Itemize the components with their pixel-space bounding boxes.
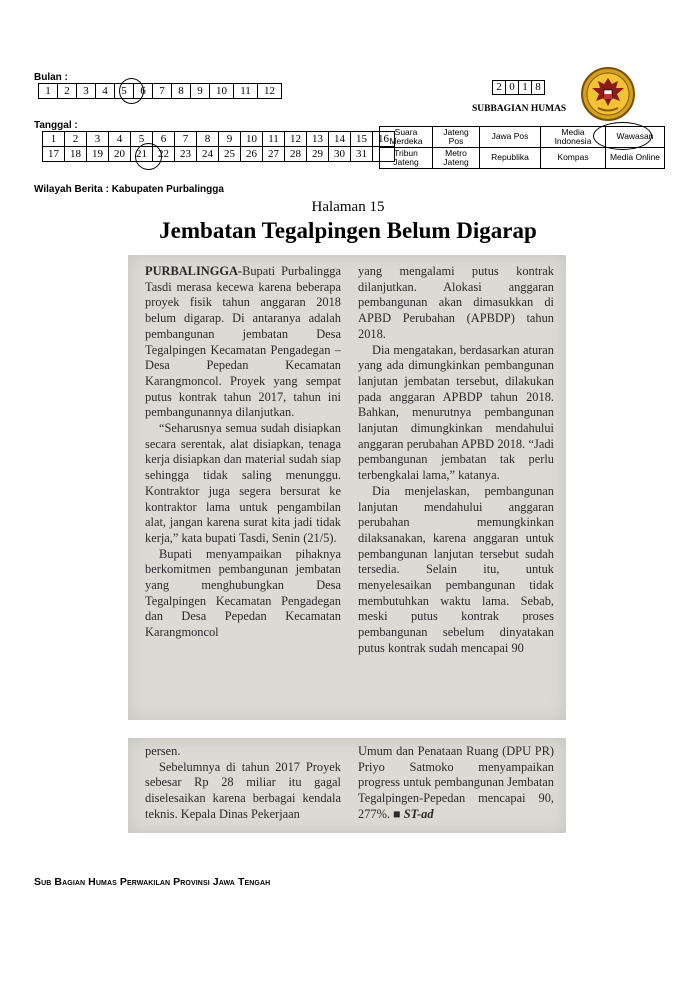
article-paragraph: Dia menjelaskan, pembangunan lanjutan mendahului anggaran perubahan memungkinkan dilaksanakan, karena anggaran untuk pembangunan lanjutan tersebut sudah tersedia. Selain itu, untuk menyelesaikan pembangunan tidak membutuhkan waktu lama. Sebab, meski putus kontrak proses pembangunan sebelum dinyatakan putus kontrak sudah mencapai 90 [358,483,554,655]
month-cell: 6 [134,84,153,99]
day-cell: 23 [175,147,197,162]
article-paragraph: Dia mengatakan, berdasarkan aturan yang ada dimungkinkan pembangunan lanjutan jembatan tersebut, dilakukan pada anggaran APBDP tahun 2018. Bahkan, menurutnya pembangunan lanjutan dimungkinkan mendahului anggaran perubahan APBD 2018. “Jadi pembangunan jembatan tak perlu terbengkalai lama,” katanya. [358,342,554,483]
day-cell: 29 [307,147,329,162]
day-cell: 16 [373,132,395,147]
article-column-2 [358,264,554,657]
bulan-label: Bulan : [34,72,68,83]
month-cell: 2 [58,84,77,99]
article-column-4 [358,744,554,823]
month-cell: 9 [191,84,210,99]
day-cell: 30 [329,147,351,162]
month-cell: 1 [39,84,58,99]
month-selection-circle [119,78,144,104]
day-cell: 21 [131,147,153,162]
article-dateline: PURBALINGGA- [145,264,243,278]
article-paragraph: Sebelumnya di tahun 2017 Proyek sebesar Rp 28 miliar itu gagal diselesaikan karena berbagai kendala teknis. Kepala Dinas Pekerjaan [145,759,341,821]
day-cell: 25 [219,147,241,162]
day-grid [42,131,395,162]
day-cell: 9 [219,132,241,147]
article-paragraph: Umum dan Penataan Ruang (DPU PR) Priyo Satmoko menyampaikan progress untuk pembangunan Jembatan Tegalpingen-Pepedan mencapai 90, 277%. [358,744,554,821]
article-paragraph: Bupati Purbalingga Tasdi merasa kecewa karena beberapa proyek fisik tahun anggaran 2018 belum digarap. Di antaranya adalah pembangunan jembatan Desa Tegalpingen Kecamatan Pengadegan –Desa Pepedan Kecamatan Karangmoncol. Proyek yang sempat putus kontrak tahun 2017, tahun ini pembangunannya dilanjutkan. [145,264,341,420]
tanggal-label: Tanggal : [34,120,78,131]
day-cell: 2 [65,132,87,147]
media-cell: Kompas [541,148,606,169]
month-grid [38,83,282,99]
article-paragraph: persen. [145,744,181,758]
day-cell: 17 [43,147,65,162]
day-cell: 3 [87,132,109,147]
article-headline: Jembatan Tegalpingen Belum Digarap [159,218,537,243]
year-digit-cell: 8 [532,81,545,95]
day-cell: 24 [197,147,219,162]
day-cell: 14 [329,132,351,147]
day-cell: 12 [285,132,307,147]
day-cell: 10 [241,132,263,147]
media-cell: Metro Jateng [433,148,480,169]
media-cell: Suara Merdeka [380,127,433,148]
year-grid [492,80,545,95]
article-paragraph: yang mengalami putus kontrak dilanjutkan. Alokasi anggaran pembangunan akan dimasukkan di APBD Perubahan (APBDP) tahun 2018. [358,264,554,341]
month-cell: 12 [258,84,282,99]
month-cell: 10 [210,84,234,99]
article-paragraph: “Seharusnya semua sudah disiapkan secara serentak, alat disiapkan, tenaga kerja disiapkan dan material sudah siap sehingga tidak saling menunggu. Kontraktor juga segera bersurat ke kontraktor lama untuk pengambilan alat, jangan karena surat kita jadi tidak kerja,” kata bupati Tasdi, Senin (21/5). [145,421,341,545]
day-cell: 19 [87,147,109,162]
media-cell: Republika [480,148,541,169]
month-cell: 3 [77,84,96,99]
day-cell: 1 [43,132,65,147]
month-cell: 11 [234,84,258,99]
media-cell: Tribun Jateng [380,148,433,169]
day-cell: 27 [263,147,285,162]
wilayah-berita: Wilayah Berita : Kabupaten Purbalingga [34,184,224,195]
day-cell: 7 [175,132,197,147]
month-cell: 8 [172,84,191,99]
media-cell: Media Online [606,148,665,169]
day-cell: 18 [65,147,87,162]
day-cell: 28 [285,147,307,162]
article-paragraph: Bupati menyampaikan pihaknya berkomitmen pembangunan jembatan yang menghubungkan Desa Tegalpingen Kecamatan Pengadegan dan Desa Pepedan Kecamatan Karangmoncol [145,546,341,640]
day-cell: 5 [131,132,153,147]
year-digit-cell: 0 [506,81,519,95]
article-signature: ■ ST-ad [393,806,434,821]
day-cell: 11 [263,132,285,147]
article-column-3 [145,744,341,823]
day-cell: 6 [153,132,175,147]
media-cell: Jawa Pos [480,127,541,148]
footer-text: Sub Bagian Humas Perwakilan Provinsi Jawa Tengah [34,876,271,888]
year-digit-cell: 2 [493,81,506,95]
day-cell: 26 [241,147,263,162]
day-cell: 4 [109,132,131,147]
garuda-emblem-icon [580,66,636,122]
day-cell: 8 [197,132,219,147]
day-cell: 15 [351,132,373,147]
year-digit-cell: 1 [519,81,532,95]
article-column-1 [145,264,341,641]
media-cell: Wawasan [606,127,665,148]
subbagian-humas-label: SUBBAGIAN HUMAS [472,104,567,114]
month-cell: 5 [115,84,134,99]
media-cell: Media Indonesia [541,127,606,148]
day-selection-circle [135,143,162,170]
day-cell: 20 [109,147,131,162]
day-cell: 22 [153,147,175,162]
media-cell: Jateng Pos [433,127,480,148]
day-cell: 13 [307,132,329,147]
month-cell: 4 [96,84,115,99]
media-selection-circle [593,122,652,150]
month-cell: 7 [153,84,172,99]
halaman-label: Halaman 15 [311,199,385,215]
day-cell: 31 [351,147,373,162]
